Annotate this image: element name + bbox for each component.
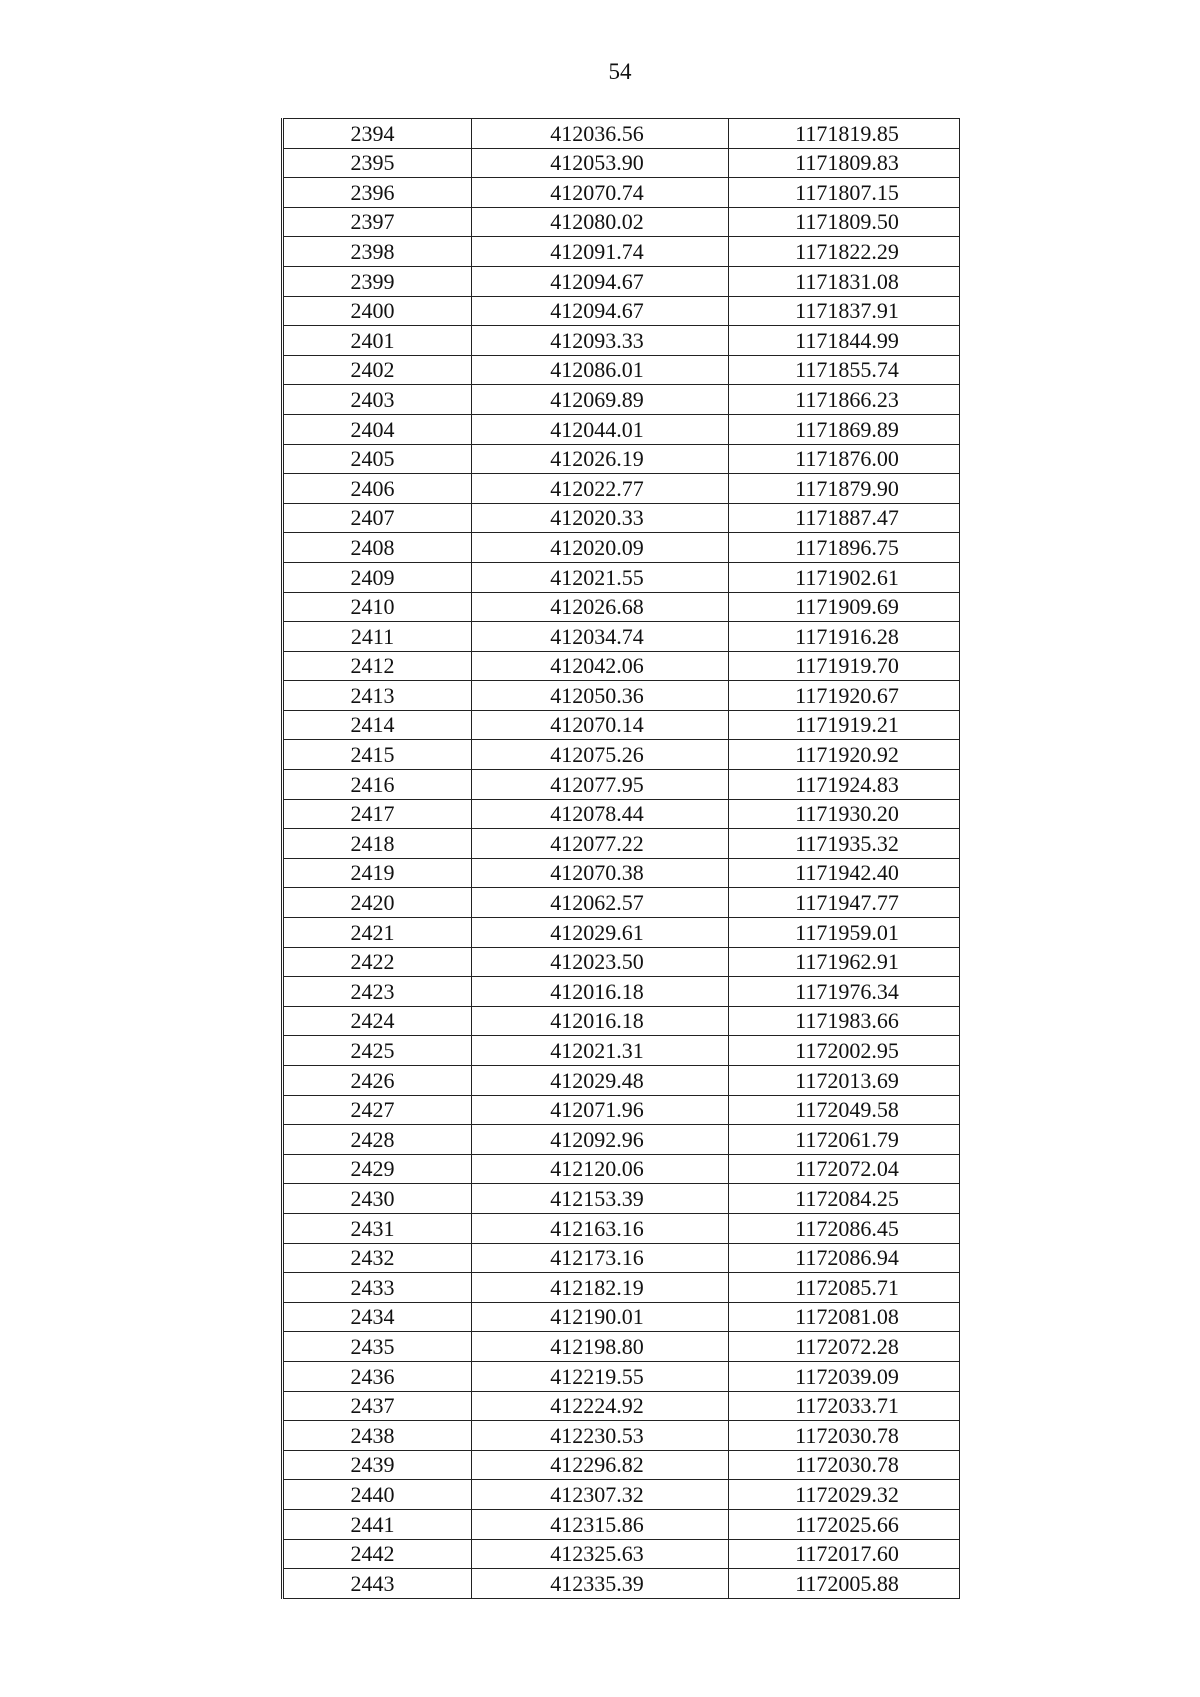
table-row — [283, 1066, 960, 1096]
table-row — [283, 918, 960, 948]
point-number-cell: 2405 — [283, 444, 472, 474]
point-number-cell: 2434 — [283, 1302, 472, 1332]
x-coordinate-cell: 412094.67 — [472, 266, 729, 296]
y-coordinate-cell: 1171807.15 — [729, 178, 960, 208]
y-coordinate-cell: 1171916.28 — [729, 622, 960, 652]
table-row — [283, 474, 960, 504]
x-coordinate-cell: 412069.89 — [472, 385, 729, 415]
table-row — [283, 119, 960, 149]
point-number-cell: 2420 — [283, 888, 472, 918]
x-coordinate-cell: 412021.31 — [472, 1036, 729, 1066]
table-row — [283, 710, 960, 740]
y-coordinate-cell: 1171902.61 — [729, 562, 960, 592]
y-coordinate-cell: 1172072.28 — [729, 1332, 960, 1362]
point-number-cell: 2401 — [283, 326, 472, 356]
y-coordinate-cell: 1171919.70 — [729, 651, 960, 681]
y-coordinate-cell: 1171837.91 — [729, 296, 960, 326]
point-number-cell: 2418 — [283, 829, 472, 859]
page-number: 54 — [608, 59, 632, 84]
y-coordinate-cell: 1171942.40 — [729, 858, 960, 888]
y-coordinate-cell: 1172030.78 — [729, 1421, 960, 1451]
y-coordinate-cell: 1171909.69 — [729, 592, 960, 622]
point-number-cell: 2397 — [283, 207, 472, 237]
table-row — [283, 1450, 960, 1480]
table-row — [283, 770, 960, 800]
y-coordinate-cell: 1171983.66 — [729, 1006, 960, 1036]
y-coordinate-cell: 1171879.90 — [729, 474, 960, 504]
x-coordinate-cell: 412080.02 — [472, 207, 729, 237]
point-number-cell: 2415 — [283, 740, 472, 770]
table-row — [283, 266, 960, 296]
table-row — [283, 1125, 960, 1155]
x-coordinate-cell: 412325.63 — [472, 1539, 729, 1569]
x-coordinate-cell: 412070.38 — [472, 858, 729, 888]
table-row — [283, 829, 960, 859]
table-row — [283, 1361, 960, 1391]
table-row — [283, 444, 960, 474]
table-row — [283, 207, 960, 237]
y-coordinate-cell: 1171822.29 — [729, 237, 960, 267]
table-row — [283, 414, 960, 444]
table-row — [283, 178, 960, 208]
table-row — [283, 888, 960, 918]
table-row — [283, 1243, 960, 1273]
x-coordinate-cell: 412091.74 — [472, 237, 729, 267]
x-coordinate-cell: 412071.96 — [472, 1095, 729, 1125]
point-number-cell: 2395 — [283, 148, 472, 178]
y-coordinate-cell: 1171924.83 — [729, 770, 960, 800]
point-number-cell: 2419 — [283, 858, 472, 888]
y-coordinate-cell: 1172072.04 — [729, 1154, 960, 1184]
point-number-cell: 2411 — [283, 622, 472, 652]
x-coordinate-cell: 412092.96 — [472, 1125, 729, 1155]
y-coordinate-cell: 1172049.58 — [729, 1095, 960, 1125]
table-row — [283, 326, 960, 356]
table-row — [283, 1539, 960, 1569]
point-number-cell: 2404 — [283, 414, 472, 444]
x-coordinate-cell: 412026.19 — [472, 444, 729, 474]
x-coordinate-cell: 412173.16 — [472, 1243, 729, 1273]
x-coordinate-cell: 412086.01 — [472, 355, 729, 385]
y-coordinate-cell: 1171930.20 — [729, 799, 960, 829]
y-coordinate-cell: 1171809.50 — [729, 207, 960, 237]
point-number-cell: 2394 — [283, 119, 472, 149]
x-coordinate-cell: 412075.26 — [472, 740, 729, 770]
y-coordinate-cell: 1172061.79 — [729, 1125, 960, 1155]
x-coordinate-cell: 412029.48 — [472, 1066, 729, 1096]
y-coordinate-cell: 1172081.08 — [729, 1302, 960, 1332]
y-coordinate-cell: 1171809.83 — [729, 148, 960, 178]
x-coordinate-cell: 412036.56 — [472, 119, 729, 149]
table-row — [283, 237, 960, 267]
y-coordinate-cell: 1172025.66 — [729, 1509, 960, 1539]
y-coordinate-cell: 1172029.32 — [729, 1480, 960, 1510]
coordinates-table — [281, 118, 960, 1599]
x-coordinate-cell: 412198.80 — [472, 1332, 729, 1362]
table-row — [283, 1213, 960, 1243]
x-coordinate-cell: 412022.77 — [472, 474, 729, 504]
point-number-cell: 2412 — [283, 651, 472, 681]
y-coordinate-cell: 1171819.85 — [729, 119, 960, 149]
point-number-cell: 2443 — [283, 1569, 472, 1599]
point-number-cell: 2414 — [283, 710, 472, 740]
point-number-cell: 2442 — [283, 1539, 472, 1569]
table-row — [283, 1006, 960, 1036]
x-coordinate-cell: 412023.50 — [472, 947, 729, 977]
y-coordinate-cell: 1171869.89 — [729, 414, 960, 444]
point-number-cell: 2403 — [283, 385, 472, 415]
y-coordinate-cell: 1171976.34 — [729, 977, 960, 1007]
point-number-cell: 2425 — [283, 1036, 472, 1066]
x-coordinate-cell: 412094.67 — [472, 296, 729, 326]
point-number-cell: 2424 — [283, 1006, 472, 1036]
point-number-cell: 2441 — [283, 1509, 472, 1539]
y-coordinate-cell: 1172085.71 — [729, 1273, 960, 1303]
x-coordinate-cell: 412020.33 — [472, 503, 729, 533]
point-number-cell: 2408 — [283, 533, 472, 563]
point-number-cell: 2400 — [283, 296, 472, 326]
point-number-cell: 2429 — [283, 1154, 472, 1184]
x-coordinate-cell: 412034.74 — [472, 622, 729, 652]
x-coordinate-cell: 412021.55 — [472, 562, 729, 592]
x-coordinate-cell: 412044.01 — [472, 414, 729, 444]
x-coordinate-cell: 412153.39 — [472, 1184, 729, 1214]
x-coordinate-cell: 412182.19 — [472, 1273, 729, 1303]
x-coordinate-cell: 412029.61 — [472, 918, 729, 948]
y-coordinate-cell: 1172002.95 — [729, 1036, 960, 1066]
y-coordinate-cell: 1171855.74 — [729, 355, 960, 385]
table-row — [283, 592, 960, 622]
table-row — [283, 148, 960, 178]
x-coordinate-cell: 412062.57 — [472, 888, 729, 918]
table-row — [283, 977, 960, 1007]
table-row — [283, 1095, 960, 1125]
y-coordinate-cell: 1171919.21 — [729, 710, 960, 740]
point-number-cell: 2440 — [283, 1480, 472, 1510]
y-coordinate-cell: 1172039.09 — [729, 1361, 960, 1391]
x-coordinate-cell: 412078.44 — [472, 799, 729, 829]
x-coordinate-cell: 412016.18 — [472, 1006, 729, 1036]
table-row — [283, 1154, 960, 1184]
point-number-cell: 2438 — [283, 1421, 472, 1451]
y-coordinate-cell: 1171887.47 — [729, 503, 960, 533]
point-number-cell: 2430 — [283, 1184, 472, 1214]
point-number-cell: 2422 — [283, 947, 472, 977]
table-row — [283, 355, 960, 385]
table-row — [283, 799, 960, 829]
y-coordinate-cell: 1171866.23 — [729, 385, 960, 415]
y-coordinate-cell: 1171920.92 — [729, 740, 960, 770]
table-row — [283, 1332, 960, 1362]
x-coordinate-cell: 412230.53 — [472, 1421, 729, 1451]
y-coordinate-cell: 1172005.88 — [729, 1569, 960, 1599]
x-coordinate-cell: 412070.14 — [472, 710, 729, 740]
table-row — [283, 503, 960, 533]
point-number-cell: 2428 — [283, 1125, 472, 1155]
point-number-cell: 2423 — [283, 977, 472, 1007]
table-row — [283, 1569, 960, 1599]
x-coordinate-cell: 412190.01 — [472, 1302, 729, 1332]
y-coordinate-cell: 1172017.60 — [729, 1539, 960, 1569]
point-number-cell: 2437 — [283, 1391, 472, 1421]
x-coordinate-cell: 412163.16 — [472, 1213, 729, 1243]
x-coordinate-cell: 412315.86 — [472, 1509, 729, 1539]
x-coordinate-cell: 412070.74 — [472, 178, 729, 208]
point-number-cell: 2406 — [283, 474, 472, 504]
x-coordinate-cell: 412219.55 — [472, 1361, 729, 1391]
point-number-cell: 2439 — [283, 1450, 472, 1480]
y-coordinate-cell: 1172013.69 — [729, 1066, 960, 1096]
table-row — [283, 681, 960, 711]
point-number-cell: 2435 — [283, 1332, 472, 1362]
table-row — [283, 1509, 960, 1539]
table-row — [283, 296, 960, 326]
y-coordinate-cell: 1171959.01 — [729, 918, 960, 948]
point-number-cell: 2432 — [283, 1243, 472, 1273]
x-coordinate-cell: 412296.82 — [472, 1450, 729, 1480]
table-row — [283, 1273, 960, 1303]
y-coordinate-cell: 1171831.08 — [729, 266, 960, 296]
table-row — [283, 1421, 960, 1451]
point-number-cell: 2431 — [283, 1213, 472, 1243]
y-coordinate-cell: 1172030.78 — [729, 1450, 960, 1480]
x-coordinate-cell: 412053.90 — [472, 148, 729, 178]
x-coordinate-cell: 412093.33 — [472, 326, 729, 356]
point-number-cell: 2413 — [283, 681, 472, 711]
y-coordinate-cell: 1171876.00 — [729, 444, 960, 474]
point-number-cell: 2427 — [283, 1095, 472, 1125]
y-coordinate-cell: 1171935.32 — [729, 829, 960, 859]
x-coordinate-cell: 412120.06 — [472, 1154, 729, 1184]
coordinates-table-body — [283, 119, 960, 1599]
table-row — [283, 385, 960, 415]
x-coordinate-cell: 412307.32 — [472, 1480, 729, 1510]
x-coordinate-cell: 412335.39 — [472, 1569, 729, 1599]
x-coordinate-cell: 412020.09 — [472, 533, 729, 563]
x-coordinate-cell: 412224.92 — [472, 1391, 729, 1421]
x-coordinate-cell: 412077.95 — [472, 770, 729, 800]
y-coordinate-cell: 1171896.75 — [729, 533, 960, 563]
table-row — [283, 533, 960, 563]
point-number-cell: 2436 — [283, 1361, 472, 1391]
table-row — [283, 1480, 960, 1510]
table-row — [283, 1302, 960, 1332]
y-coordinate-cell: 1171947.77 — [729, 888, 960, 918]
x-coordinate-cell: 412077.22 — [472, 829, 729, 859]
x-coordinate-cell: 412016.18 — [472, 977, 729, 1007]
point-number-cell: 2433 — [283, 1273, 472, 1303]
point-number-cell: 2416 — [283, 770, 472, 800]
point-number-cell: 2409 — [283, 562, 472, 592]
y-coordinate-cell: 1171844.99 — [729, 326, 960, 356]
x-coordinate-cell: 412026.68 — [472, 592, 729, 622]
table-row — [283, 740, 960, 770]
point-number-cell: 2399 — [283, 266, 472, 296]
y-coordinate-cell: 1172084.25 — [729, 1184, 960, 1214]
table-row — [283, 651, 960, 681]
y-coordinate-cell: 1172086.94 — [729, 1243, 960, 1273]
table-row — [283, 947, 960, 977]
table-row — [283, 1036, 960, 1066]
table-row — [283, 562, 960, 592]
point-number-cell: 2426 — [283, 1066, 472, 1096]
y-coordinate-cell: 1172033.71 — [729, 1391, 960, 1421]
y-coordinate-cell: 1171962.91 — [729, 947, 960, 977]
y-coordinate-cell: 1171920.67 — [729, 681, 960, 711]
table-row — [283, 622, 960, 652]
x-coordinate-cell: 412050.36 — [472, 681, 729, 711]
point-number-cell: 2396 — [283, 178, 472, 208]
point-number-cell: 2417 — [283, 799, 472, 829]
table-row — [283, 858, 960, 888]
table-row — [283, 1184, 960, 1214]
point-number-cell: 2410 — [283, 592, 472, 622]
table-row — [283, 1391, 960, 1421]
point-number-cell: 2402 — [283, 355, 472, 385]
point-number-cell: 2421 — [283, 918, 472, 948]
point-number-cell: 2398 — [283, 237, 472, 267]
point-number-cell: 2407 — [283, 503, 472, 533]
x-coordinate-cell: 412042.06 — [472, 651, 729, 681]
y-coordinate-cell: 1172086.45 — [729, 1213, 960, 1243]
